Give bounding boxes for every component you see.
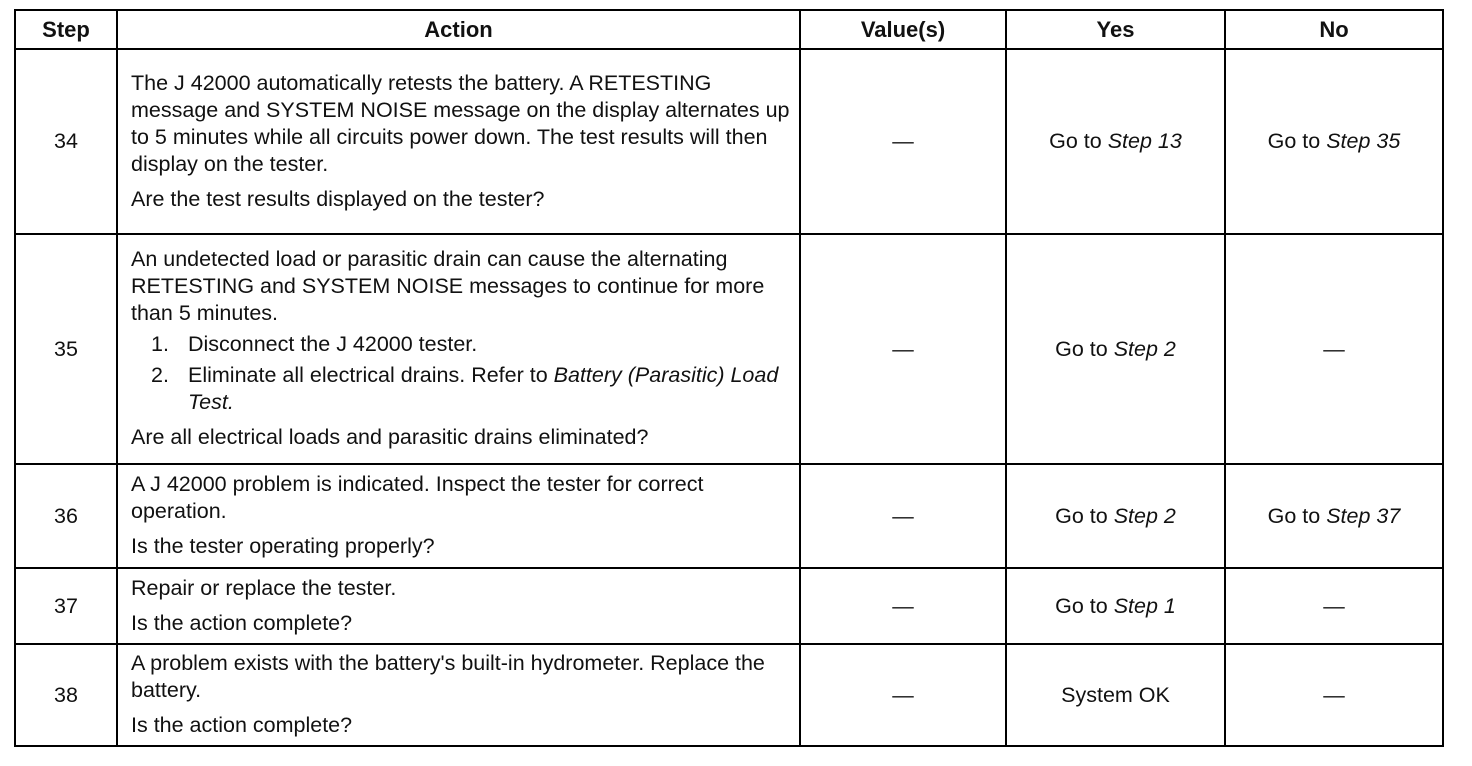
yes-text: Go to	[1049, 129, 1108, 153]
yes-cell	[1006, 568, 1225, 644]
action-text: An undetected load or parasitic drain can cause the alternating RETESTING and SYSTEM NOISE messages to continue for more than 5 minutes.	[131, 247, 765, 325]
yes-text: Go to	[1055, 503, 1114, 528]
no-cell	[1225, 644, 1443, 746]
value-cell: —	[800, 464, 1006, 568]
no-text: —	[1323, 336, 1345, 361]
action-question: Are the test results displayed on the tester?	[131, 186, 545, 211]
no-text: Go to	[1267, 503, 1327, 528]
action-text: Repair or replace the tester.	[131, 575, 397, 600]
action-question: Is the tester operating properly?	[131, 534, 435, 558]
step-number-cell: 34	[15, 49, 117, 234]
no-cell	[1225, 234, 1443, 464]
no-text: —	[1323, 593, 1345, 618]
action-question: Are all electrical loads and parasitic drains eliminated?	[131, 425, 649, 449]
step-number-cell: 35	[15, 234, 117, 464]
action-cell	[117, 49, 800, 234]
substep-body	[188, 362, 791, 416]
yes-text: Go to	[1055, 593, 1114, 618]
substep-item	[151, 331, 791, 358]
value-cell: —	[800, 234, 1006, 464]
substep-text: Disconnect the J 42000 tester.	[188, 332, 478, 356]
no-text: —	[1323, 682, 1345, 707]
step-number-cell: 38	[15, 644, 117, 746]
no-text: Go to	[1267, 129, 1327, 153]
yes-cell	[1006, 644, 1225, 746]
table-row	[15, 644, 1443, 746]
substep-text: Eliminate all electrical drains. Refer to	[188, 363, 554, 387]
table-row	[15, 49, 1443, 234]
header-step: Step	[15, 10, 117, 49]
no-cell	[1225, 464, 1443, 568]
value-cell: —	[800, 644, 1006, 746]
no-cell	[1225, 568, 1443, 644]
yes-step-reference: Step 2	[1113, 503, 1176, 528]
value-cell: —	[800, 568, 1006, 644]
table-body	[15, 49, 1443, 746]
table-row	[15, 568, 1443, 644]
yes-text: System OK	[1061, 682, 1170, 707]
action-cell	[117, 644, 800, 746]
header-yes: Yes	[1006, 10, 1225, 49]
action-cell	[117, 234, 800, 464]
table-row	[15, 464, 1443, 568]
action-text: The J 42000 automatically retests the battery. A RETESTING message and SYSTEM NOISE message on the display alternates up to 5 minutes while all circuits power down. The test results will then display on the tester.	[131, 70, 790, 176]
action-cell	[117, 464, 800, 568]
yes-cell	[1006, 464, 1225, 568]
substep-number: 1.	[151, 332, 169, 356]
yes-step-reference: Step 1	[1113, 593, 1176, 618]
yes-step-reference: Step 2	[1113, 336, 1176, 361]
action-cell	[117, 568, 800, 644]
no-step-reference: Step 35	[1326, 129, 1401, 153]
action-question: Is the action complete?	[131, 713, 353, 737]
yes-cell	[1006, 49, 1225, 234]
step-number-cell: 37	[15, 568, 117, 644]
table-row	[15, 234, 1443, 464]
action-text: A problem exists with the battery's built-in hydrometer. Replace the battery.	[131, 651, 765, 702]
yes-cell	[1006, 234, 1225, 464]
no-step-reference: Step 37	[1326, 503, 1401, 528]
substep-item	[151, 362, 791, 416]
no-cell	[1225, 49, 1443, 234]
value-cell: —	[800, 49, 1006, 234]
header-row	[15, 10, 1443, 49]
substep-list	[131, 331, 791, 416]
substep-reference: Battery (Parasitic) Load Test.	[188, 363, 779, 414]
step-number-cell: 36	[15, 464, 117, 568]
diagnostic-table	[14, 9, 1444, 747]
action-text: A J 42000 problem is indicated. Inspect the tester for correct operation.	[131, 472, 704, 523]
header-action: Action	[117, 10, 800, 49]
substep-number: 2.	[151, 363, 169, 387]
substep-body	[188, 331, 477, 358]
action-question: Is the action complete?	[131, 610, 353, 635]
header-values: Value(s)	[800, 10, 1006, 49]
yes-step-reference: Step 13	[1107, 129, 1182, 153]
yes-text: Go to	[1055, 336, 1114, 361]
header-no: No	[1225, 10, 1443, 49]
